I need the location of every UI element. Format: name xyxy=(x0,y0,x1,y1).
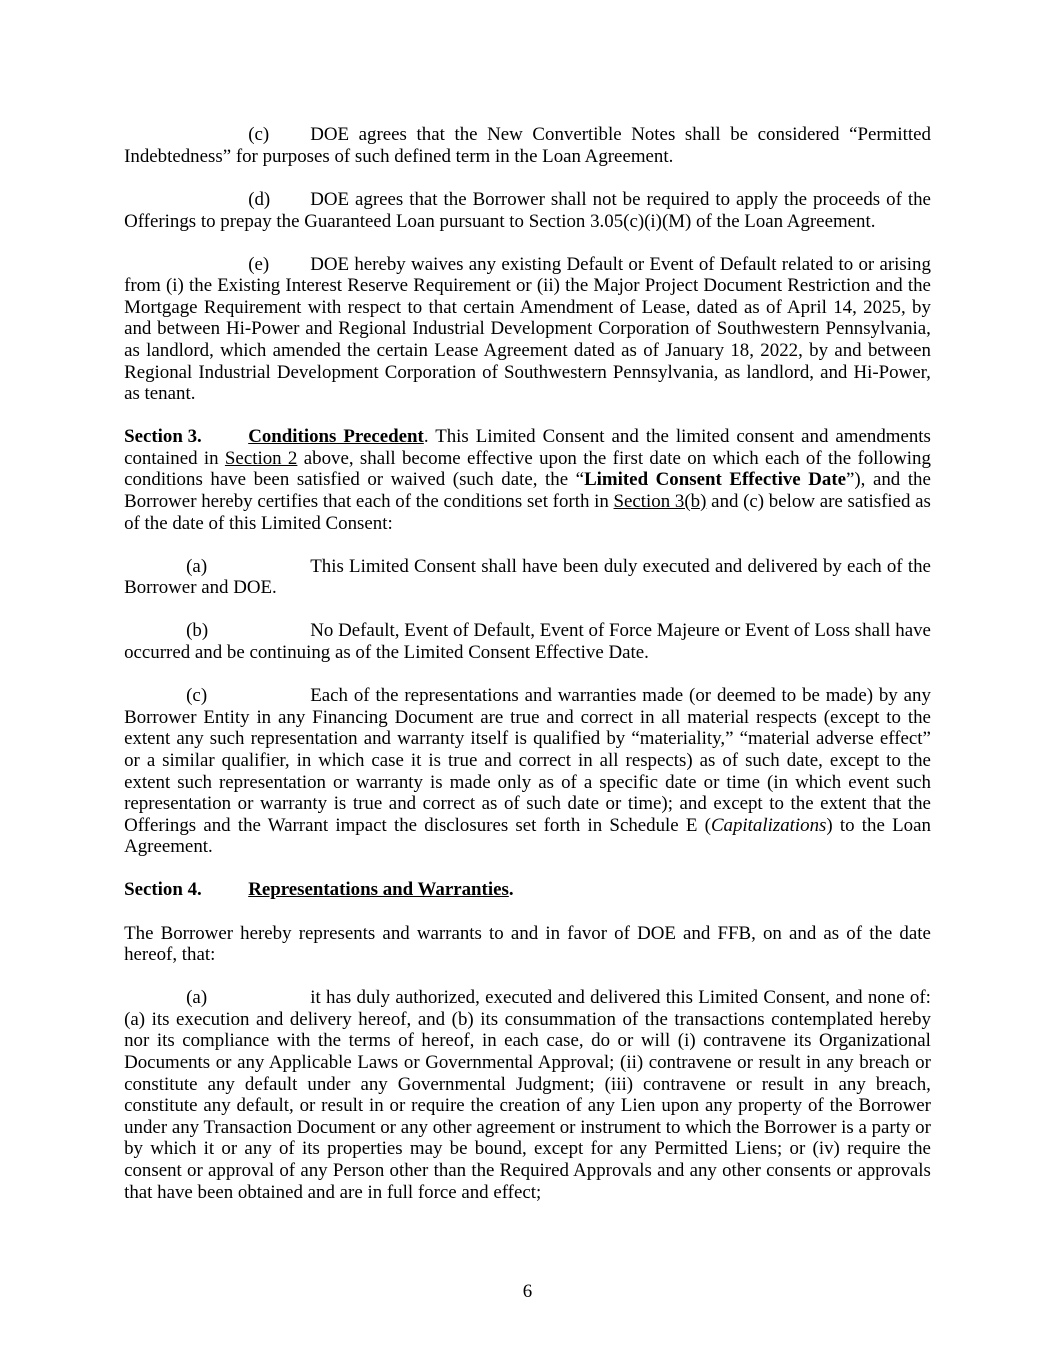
section-text: above, shall become effective upon the first date on which each of the following conditions have been satisfied or waived (such date, the “ xyxy=(124,447,931,491)
item-label: (a) xyxy=(186,555,208,577)
cross-reference: Section 3(b) xyxy=(613,491,707,513)
item-text: DOE hereby waives any existing Default or Event of Default related to or arising from (i) the Existing Interest Reserve Requirement or (ii) the Major Project Document Restriction and the Mortgage Requirement with respect to that certain Amendment of Lease, dated as of April 14, 2025, by and between Hi-Power and Regional Industrial Development Corporation of Southwestern Pennsylvania, as landlord, which amended the certain Lease Agreement dated as of January 18, 2022, by and between Regional Industrial Development Corporation of Southwestern Pennsylvania, as landlord, and Hi-Power, as tenant. xyxy=(124,253,931,405)
section-text: ”), and the Borrower hereby certifies that each of the conditions set forth in xyxy=(124,469,931,513)
section2-item-d xyxy=(124,189,931,232)
page-number: 6 xyxy=(522,1281,533,1302)
section-text: and (c) below are satisfied as of the date of this Limited Consent: xyxy=(124,491,931,534)
section2-item-e xyxy=(124,254,931,405)
section-number: Section 4. xyxy=(124,879,202,901)
item-label: (c) xyxy=(248,124,270,146)
section4-item-a xyxy=(124,987,931,1203)
section4-intro xyxy=(124,923,931,966)
cross-reference: Section 2 xyxy=(224,447,298,469)
item-label: (a) xyxy=(186,987,208,1009)
item-text: it has duly authorized, executed and delivered this Limited Consent, and none of: (a) its execution and delivery hereof, and (b) its consummation of the transactions contemplated hereby nor its compliance with the terms of hereof, in each case, do or will (i) contravene its Organizational Documents or any Applicable Laws or Governmental Approval; (ii) contravene or result in any breach or constitute any default under any Governmental Judgment; (iii) contravene or result in any breach, constitute any default, or result in or require the creation of any Lien upon any property of the Borrower under any Transaction Document or any other agreement or instrument to which the Borrower is a party or by which it or any of its properties may be bound, except for any Permitted Liens; or (iv) require the consent or approval of any Person other than the Required Approvals and any other consents or approvals that have been obtained and are in full force and effect; xyxy=(124,987,931,1203)
section3-item-a xyxy=(124,556,931,599)
item-text: No Default, Event of Default, Event of Force Majeure or Event of Loss shall have occurred and be continuing as of the Limited Consent Effective Date. xyxy=(124,620,931,664)
section4-heading xyxy=(124,879,931,901)
item-text: ) to the Loan Agreement. xyxy=(124,814,931,858)
item-text: This Limited Consent shall have been duly executed and delivered by each of the Borrower and DOE. xyxy=(124,555,931,599)
section3-intro xyxy=(124,426,931,534)
item-text: DOE agrees that the Borrower shall not be required to apply the proceeds of the Offerings to prepay the Guaranteed Loan pursuant to Section 3.05(c)(i)(M) of the Loan Agreement. xyxy=(124,188,931,232)
section-text: The Borrower hereby represents and warrants to and in favor of DOE and FFB, on and as of the date hereof, that: xyxy=(124,922,931,966)
section-number: Section 3. xyxy=(124,426,202,448)
item-label: (b) xyxy=(186,620,209,642)
item-text: DOE agrees that the New Convertible Notes shall be considered “Permitted Indebtedness” for purposes of such defined term in the Loan Agreement. xyxy=(124,124,931,167)
item-label: (c) xyxy=(186,685,208,707)
section-text: . This Limited Consent and the limited consent and amendments contained in xyxy=(124,426,931,469)
defined-term: Limited Consent Effective Date xyxy=(584,469,846,491)
section2-item-c xyxy=(124,124,931,167)
section-title-period: . xyxy=(508,879,514,901)
section-title: Representations and Warranties xyxy=(248,879,509,901)
item-label: (e) xyxy=(248,253,270,275)
section3-item-b xyxy=(124,620,931,663)
italic-term: Capitalizations xyxy=(710,814,827,836)
section-title: Conditions Precedent xyxy=(248,426,424,448)
section3-item-c xyxy=(124,685,931,858)
item-text: Each of the representations and warranties made (or deemed to be made) by any Borrower Entity in any Financing Document are true and correct in all material respects (except to the extent any such representation and warranty itself is qualified by “materiality,” “material adverse effect” or a similar qualifier, in which case it is true and correct in all respects) as of such date, except to the extent such representation or warranty is made only as of a specific date or time (in which event such representation or warranty is true and correct as of such date or time); and except to the extent that the Offerings and the Warrant impact the disclosures set forth in Schedule E ( xyxy=(124,685,931,836)
item-label: (d) xyxy=(248,188,271,210)
